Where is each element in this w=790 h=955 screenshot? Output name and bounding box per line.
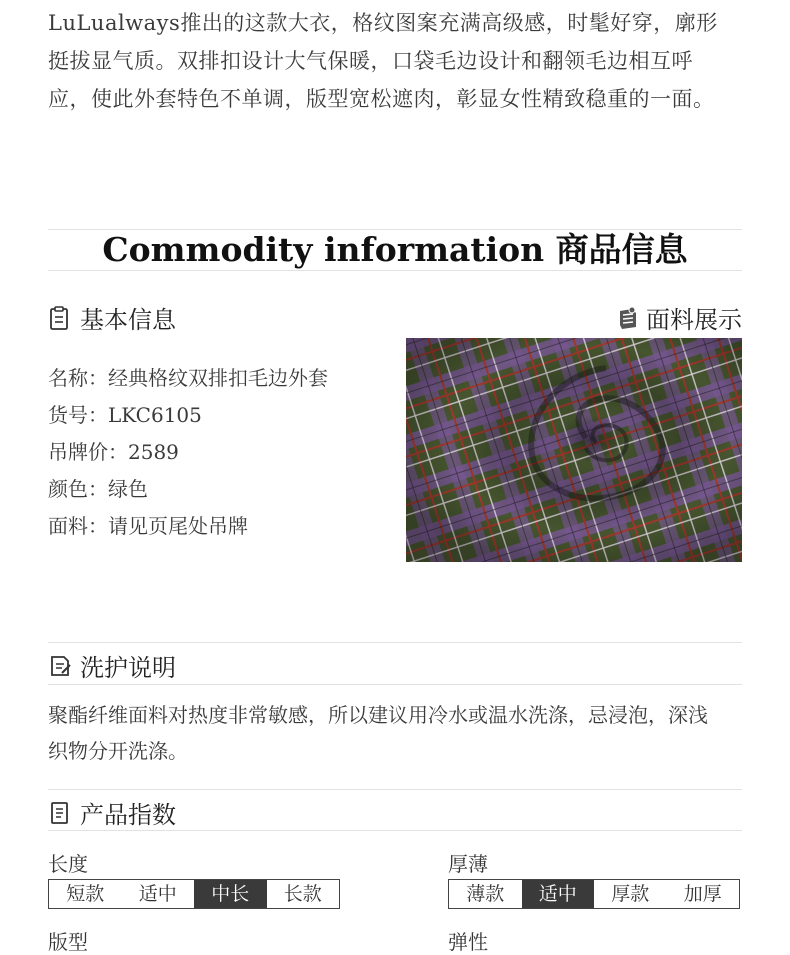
divider [48, 830, 742, 831]
care-heading-text: 洗护说明 [80, 654, 176, 682]
document-edit-icon [48, 653, 72, 679]
fit-label: 版型 [48, 930, 88, 954]
divider [48, 642, 742, 643]
basic-info-list [48, 360, 328, 545]
intro-paragraph [48, 4, 748, 118]
thickness-label: 厚薄 [448, 852, 488, 876]
thickness-option: 薄款 [466, 883, 505, 905]
clipboard-icon [48, 305, 72, 331]
thickness-scale [448, 879, 740, 909]
care-line: 聚酯纤维面料对热度非常敏感，所以建议用冷水或温水洗涤，忌浸泡，深浅 [48, 703, 708, 727]
fabric-swatch-icon [616, 305, 640, 331]
info-item: 吊牌价：2589 [48, 440, 179, 464]
length-label: 长度 [48, 852, 88, 876]
basic-info-heading [48, 300, 176, 335]
thickness-option-selected: 适中 [522, 880, 595, 908]
info-item: 货号：LKC6105 [48, 403, 202, 427]
length-option: 适中 [138, 883, 177, 905]
info-item: 名称：经典格纹双排扣毛边外套 [48, 366, 328, 390]
index-heading-text: 产品指数 [80, 801, 176, 829]
divider [48, 789, 742, 790]
section-title: Commodity information 商品信息 [102, 230, 688, 269]
thickness-option: 加厚 [683, 883, 722, 905]
info-item: 颜色：绿色 [48, 477, 148, 501]
intro-line: 挺拔显气质。双排扣设计大气保暖，口袋毛边设计和翻领毛边相互呼 [48, 49, 693, 73]
fabric-heading [616, 300, 742, 335]
length-option: 短款 [66, 883, 105, 905]
length-scale [48, 879, 340, 909]
elastic-label: 弹性 [448, 930, 488, 954]
list-document-icon [48, 800, 72, 826]
divider [48, 684, 742, 685]
care-text [48, 697, 748, 769]
fabric-image [406, 338, 742, 562]
fabric-heading-text: 面料展示 [646, 306, 742, 334]
length-option-selected: 中长 [194, 880, 267, 908]
info-item: 面料：请见页尾处吊牌 [48, 514, 248, 538]
index-heading [48, 795, 176, 830]
care-line: 织物分开洗涤。 [48, 739, 188, 763]
divider [48, 270, 742, 271]
intro-line: 应，使此外套特色不单调，版型宽松遮肉，彰显女性精致稳重的一面。 [48, 87, 715, 111]
intro-line: LuLualways推出的这款大衣，格纹图案充满高级感，时髦好穿，廓形 [48, 11, 718, 35]
length-option: 长款 [283, 883, 322, 905]
care-heading [48, 648, 176, 683]
thickness-option: 厚款 [611, 883, 650, 905]
basic-info-heading-text: 基本信息 [80, 306, 176, 334]
